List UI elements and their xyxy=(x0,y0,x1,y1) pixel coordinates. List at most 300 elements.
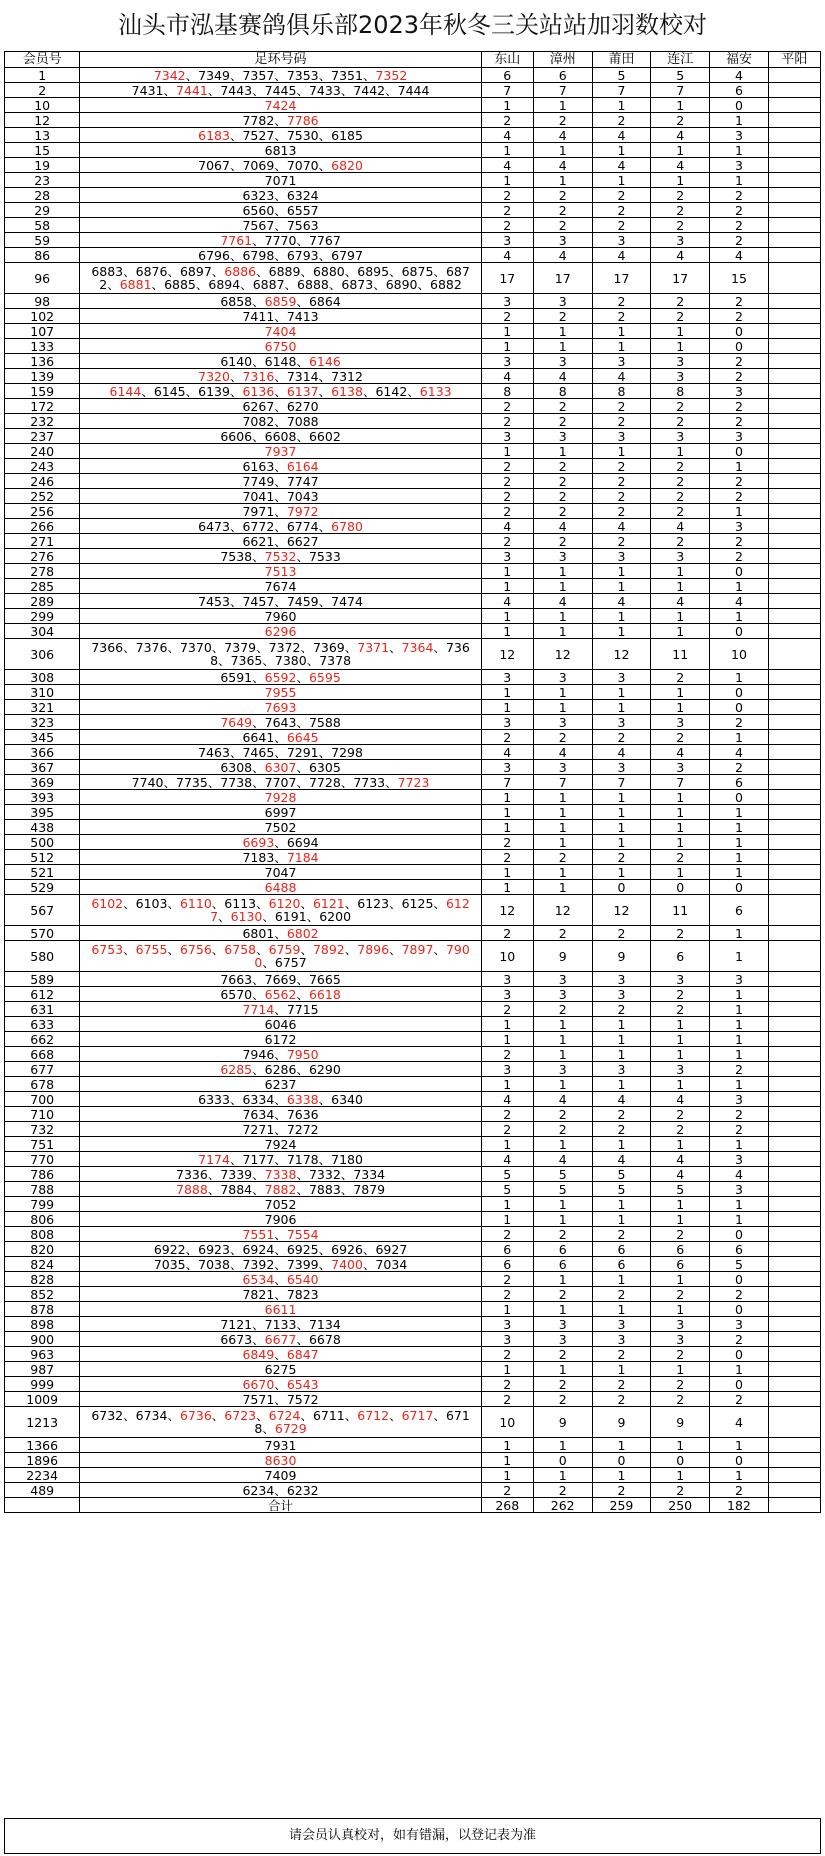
ring-number-flagged: 6543 xyxy=(286,1376,319,1392)
count-cell: 1 xyxy=(533,1468,592,1483)
ring-number: 7271 xyxy=(242,1121,275,1137)
count-cell: 6 xyxy=(481,68,533,83)
count-cell: 0 xyxy=(651,880,710,895)
count-cell: 3 xyxy=(592,715,651,730)
count-cell: 5 xyxy=(651,68,710,83)
ring-number: 6798 xyxy=(242,247,275,263)
ring-number-flagged: 7955 xyxy=(264,684,297,700)
ring-numbers: 6183、7527、7530、6185 xyxy=(80,128,481,143)
ring-number-flagged: 6146 xyxy=(308,353,341,369)
count-cell: 4 xyxy=(651,1152,710,1167)
member-id: 987 xyxy=(5,1362,80,1377)
count-cell-pingyang xyxy=(768,895,820,926)
ring-number-flagged: 7364 xyxy=(401,640,434,655)
count-cell: 2 xyxy=(481,474,533,489)
ring-number-flagged: 6724 xyxy=(268,1408,301,1423)
member-id: 999 xyxy=(5,1377,80,1392)
count-cell: 1 xyxy=(533,835,592,850)
count-cell: 0 xyxy=(710,1453,769,1468)
col-header-dongshan: 东山 xyxy=(481,52,533,68)
count-cell: 2 xyxy=(533,730,592,745)
count-cell-pingyang xyxy=(768,1062,820,1077)
count-cell: 1 xyxy=(651,1077,710,1092)
count-cell: 1 xyxy=(651,1212,710,1227)
count-cell-pingyang xyxy=(768,188,820,203)
table-row xyxy=(5,926,821,941)
ring-number-flagged: 7900 xyxy=(254,942,470,970)
count-cell: 2 xyxy=(533,113,592,128)
count-cell: 1 xyxy=(651,835,710,850)
count-cell: 2 xyxy=(481,835,533,850)
ring-numbers xyxy=(80,579,481,594)
member-id: 1213 xyxy=(5,1407,80,1438)
count-cell: 5 xyxy=(481,1182,533,1197)
count-cell: 4 xyxy=(592,594,651,609)
count-cell: 4 xyxy=(481,128,533,143)
count-cell: 3 xyxy=(592,987,651,1002)
count-cell: 1 xyxy=(592,1137,651,1152)
count-cell: 1 xyxy=(481,564,533,579)
table-row xyxy=(5,158,821,173)
count-cell: 5 xyxy=(592,68,651,83)
ring-number: 7669 xyxy=(264,971,297,987)
ring-number: 7183 xyxy=(242,849,275,865)
ring-number: 6858 xyxy=(220,293,253,309)
count-cell: 2 xyxy=(533,459,592,474)
count-cell: 2 xyxy=(651,504,710,519)
count-cell: 2 xyxy=(651,534,710,549)
member-id: 570 xyxy=(5,926,80,941)
count-cell: 1 xyxy=(710,1047,769,1062)
count-cell-pingyang xyxy=(768,534,820,549)
count-cell: 2 xyxy=(533,399,592,414)
count-cell: 1 xyxy=(710,820,769,835)
member-id: 107 xyxy=(5,324,80,339)
ring-number: 7332 xyxy=(308,1166,341,1182)
count-cell: 7 xyxy=(533,775,592,790)
count-cell: 1 xyxy=(592,1272,651,1287)
ring-numbers: 6267、6270 xyxy=(80,399,481,414)
count-cell: 4 xyxy=(481,594,533,609)
count-cell: 2 xyxy=(651,218,710,233)
count-cell-pingyang xyxy=(768,173,820,188)
count-cell: 4 xyxy=(651,1167,710,1182)
count-cell: 4 xyxy=(533,594,592,609)
ring-number: 6793 xyxy=(286,247,319,263)
count-cell: 2 xyxy=(592,1107,651,1122)
ring-number: 7035 xyxy=(153,1256,186,1272)
member-id: 232 xyxy=(5,414,80,429)
count-cell: 1 xyxy=(481,444,533,459)
count-cell: 1 xyxy=(481,790,533,805)
count-cell: 1 xyxy=(651,1017,710,1032)
count-cell: 2 xyxy=(651,294,710,309)
ring-number-flagged: 7424 xyxy=(264,97,297,113)
ring-number: 7530 xyxy=(286,127,319,143)
count-cell-pingyang xyxy=(768,444,820,459)
ring-numbers: 7453、7457、7459、7474 xyxy=(80,594,481,609)
ring-number: 6608 xyxy=(264,428,297,444)
count-cell: 4 xyxy=(710,594,769,609)
count-cell-pingyang xyxy=(768,339,820,354)
count-cell: 1 xyxy=(651,820,710,835)
ring-numbers xyxy=(80,1438,481,1453)
count-cell: 6 xyxy=(651,1257,710,1272)
count-cell: 2 xyxy=(710,1062,769,1077)
table-row xyxy=(5,248,821,263)
ring-number: 7740 xyxy=(131,774,164,790)
ring-number: 7747 xyxy=(286,473,319,489)
ring-numbers xyxy=(80,1032,481,1047)
count-cell: 1 xyxy=(651,1032,710,1047)
count-cell: 1 xyxy=(710,835,769,850)
ring-number: 7180 xyxy=(331,1151,363,1167)
count-cell: 1 xyxy=(481,624,533,639)
ring-numbers xyxy=(80,564,481,579)
ring-number: 6591 xyxy=(220,669,253,685)
ring-numbers: 6333、6334、6338、6340 xyxy=(80,1092,481,1107)
ring-number-flagged: 7174 xyxy=(198,1151,230,1167)
ring-number: 7134 xyxy=(308,1316,341,1332)
member-id: 252 xyxy=(5,489,80,504)
col-header-fuan: 福安 xyxy=(710,52,769,68)
ring-number-flagged: 6670 xyxy=(242,1376,275,1392)
count-cell: 2 xyxy=(651,670,710,685)
ring-numbers: 7551、7554 xyxy=(80,1227,481,1242)
count-cell: 2 xyxy=(710,399,769,414)
ring-number-flagged: 6595 xyxy=(308,669,341,685)
count-cell: 2 xyxy=(592,414,651,429)
count-cell: 0 xyxy=(710,685,769,700)
ring-number: 7372 xyxy=(268,640,301,655)
member-id: 963 xyxy=(5,1347,80,1362)
count-cell: 2 xyxy=(651,414,710,429)
count-cell-pingyang xyxy=(768,324,820,339)
table-row xyxy=(5,1302,821,1317)
count-cell: 4 xyxy=(481,745,533,760)
ring-number: 7538 xyxy=(220,548,253,564)
ring-number-flagged: 6130 xyxy=(230,909,263,924)
count-cell: 8 xyxy=(592,384,651,399)
ring-number: 7431 xyxy=(131,82,164,98)
member-id: 878 xyxy=(5,1302,80,1317)
table-row xyxy=(5,519,821,534)
count-cell: 2 xyxy=(481,1107,533,1122)
count-cell: 1 xyxy=(481,1468,533,1483)
count-cell: 0 xyxy=(592,880,651,895)
ring-number: 7707 xyxy=(264,774,297,790)
ring-number-flagged: 6820 xyxy=(331,157,363,173)
member-id: 139 xyxy=(5,369,80,384)
count-cell-pingyang xyxy=(768,805,820,820)
count-cell: 2 xyxy=(592,730,651,745)
count-cell-pingyang xyxy=(768,1212,820,1227)
count-cell: 3 xyxy=(592,760,651,775)
count-cell: 3 xyxy=(710,1092,769,1107)
ring-number: 7906 xyxy=(264,1211,297,1227)
count-cell: 2 xyxy=(481,850,533,865)
member-id: 393 xyxy=(5,790,80,805)
count-cell: 4 xyxy=(533,519,592,534)
ring-numbers xyxy=(80,98,481,113)
count-cell-pingyang xyxy=(768,1077,820,1092)
count-cell-pingyang xyxy=(768,1182,820,1197)
member-id: 299 xyxy=(5,609,80,624)
count-cell: 2 xyxy=(710,1122,769,1137)
count-cell: 1 xyxy=(710,926,769,941)
count-cell-pingyang xyxy=(768,218,820,233)
count-cell: 1 xyxy=(533,700,592,715)
count-cell: 2 xyxy=(651,1287,710,1302)
count-cell: 12 xyxy=(533,639,592,670)
member-id: 828 xyxy=(5,1272,80,1287)
count-cell: 3 xyxy=(710,519,769,534)
member-id: 276 xyxy=(5,549,80,564)
count-cell: 7 xyxy=(481,775,533,790)
count-cell-pingyang xyxy=(768,83,820,98)
count-cell: 2 xyxy=(533,534,592,549)
ring-number: 7443 xyxy=(220,82,253,98)
ring-number: 6801 xyxy=(242,925,275,941)
count-cell: 3 xyxy=(481,987,533,1002)
member-id: 395 xyxy=(5,805,80,820)
count-cell-pingyang xyxy=(768,745,820,760)
ring-numbers: 7888、7884、7882、7883、7879 xyxy=(80,1182,481,1197)
member-id: 512 xyxy=(5,850,80,865)
count-cell: 2 xyxy=(651,1107,710,1122)
ring-number: 7334 xyxy=(353,1166,386,1182)
ring-number-flagged: 6847 xyxy=(286,1346,319,1362)
ring-number: 7821 xyxy=(242,1286,275,1302)
count-cell-pingyang xyxy=(768,1257,820,1272)
ring-number: 7411 xyxy=(242,308,275,324)
ring-number-flagged: 7316 xyxy=(242,368,275,384)
total-cell: 182 xyxy=(710,1498,769,1513)
member-id: 102 xyxy=(5,309,80,324)
count-cell-pingyang xyxy=(768,1137,820,1152)
count-cell: 1 xyxy=(651,173,710,188)
count-cell: 1 xyxy=(651,1197,710,1212)
ring-numbers: 6308、6307、6305 xyxy=(80,760,481,775)
table-row xyxy=(5,564,821,579)
count-cell: 1 xyxy=(533,98,592,113)
ring-number: 7931 xyxy=(264,1437,297,1453)
ring-numbers xyxy=(80,1468,481,1483)
ring-number-flagged: 7896 xyxy=(357,942,390,957)
count-cell: 1 xyxy=(710,987,769,1002)
table-row xyxy=(5,113,821,128)
table-row xyxy=(5,68,821,83)
ring-number: 7879 xyxy=(353,1181,386,1197)
count-cell: 1 xyxy=(533,1212,592,1227)
ring-number: 7883 xyxy=(308,1181,341,1197)
ring-number: 7459 xyxy=(286,593,319,609)
count-cell: 1 xyxy=(481,700,533,715)
count-cell: 3 xyxy=(592,1332,651,1347)
ring-number-flagged: 6102 xyxy=(91,896,124,911)
count-cell: 0 xyxy=(710,444,769,459)
ring-number: 7946 xyxy=(242,1046,275,1062)
ring-number: 6734 xyxy=(135,1408,168,1423)
table-row xyxy=(5,1062,821,1077)
count-cell: 1 xyxy=(710,1362,769,1377)
count-cell: 0 xyxy=(592,1453,651,1468)
count-cell: 1 xyxy=(651,1272,710,1287)
col-header-putian: 莆田 xyxy=(592,52,651,68)
ring-number: 6270 xyxy=(286,398,319,414)
ring-number-flagged: 6712 xyxy=(357,1408,390,1423)
count-cell: 1 xyxy=(710,1212,769,1227)
count-cell: 3 xyxy=(481,715,533,730)
ring-number: 6142 xyxy=(375,383,408,399)
ring-number: 6172 xyxy=(264,1031,297,1047)
total-cell: 259 xyxy=(592,1498,651,1513)
ring-numbers: 7946、7950 xyxy=(80,1047,481,1062)
count-cell: 6 xyxy=(592,1257,651,1272)
count-cell: 3 xyxy=(651,1332,710,1347)
ring-numbers xyxy=(80,1212,481,1227)
count-cell: 10 xyxy=(481,1407,533,1438)
table-row xyxy=(5,987,821,1002)
footer-note: 请会员认真校对，如有错漏，以登记表为准 xyxy=(4,1818,821,1854)
ring-number: 7453 xyxy=(198,593,230,609)
count-cell: 1 xyxy=(651,685,710,700)
ring-numbers: 7320、7316、7314、7312 xyxy=(80,369,481,384)
table-row xyxy=(5,339,821,354)
ring-numbers: 6234、6232 xyxy=(80,1483,481,1498)
table-row xyxy=(5,865,821,880)
ring-number-flagged: 6592 xyxy=(264,669,297,685)
member-id: 2 xyxy=(5,83,80,98)
ring-number: 6267 xyxy=(242,398,275,414)
ring-numbers: 7538、7532、7533 xyxy=(80,549,481,564)
count-cell-pingyang xyxy=(768,1407,820,1438)
ring-numbers: 7971、7972 xyxy=(80,504,481,519)
count-cell-pingyang xyxy=(768,1453,820,1468)
table-row xyxy=(5,354,821,369)
count-cell: 6 xyxy=(592,1242,651,1257)
table-row xyxy=(5,820,821,835)
count-cell: 2 xyxy=(533,1483,592,1498)
ring-number-flagged: 6645 xyxy=(286,729,319,745)
count-cell-pingyang xyxy=(768,1317,820,1332)
count-cell: 4 xyxy=(533,1092,592,1107)
count-cell: 0 xyxy=(710,324,769,339)
ring-number-flagged: 6183 xyxy=(198,127,230,143)
count-cell-pingyang xyxy=(768,549,820,564)
count-cell: 1 xyxy=(710,1017,769,1032)
member-id: 1 xyxy=(5,68,80,83)
count-cell: 3 xyxy=(651,369,710,384)
count-cell: 1 xyxy=(481,1017,533,1032)
count-cell: 2 xyxy=(592,489,651,504)
count-cell: 2 xyxy=(651,1227,710,1242)
ring-number: 6797 xyxy=(331,247,363,263)
ring-number-flagged: 6120 xyxy=(268,896,301,911)
ring-number: 7527 xyxy=(242,127,275,143)
ring-number: 7351 xyxy=(331,67,363,83)
ring-number: 6340 xyxy=(331,1091,363,1107)
ring-numbers: 7082、7088 xyxy=(80,414,481,429)
ring-number: 7738 xyxy=(220,774,253,790)
count-cell: 1 xyxy=(592,1212,651,1227)
ring-number: 7715 xyxy=(286,1001,319,1017)
count-cell: 1 xyxy=(592,173,651,188)
ring-number-flagged: 7693 xyxy=(264,699,297,715)
ring-number: 6237 xyxy=(264,1076,297,1092)
member-id: 285 xyxy=(5,579,80,594)
ring-number: 7663 xyxy=(220,971,253,987)
ring-number: 6125 xyxy=(401,896,434,911)
count-cell: 4 xyxy=(481,1152,533,1167)
ring-numbers: 6570、6562、6618 xyxy=(80,987,481,1002)
count-cell: 4 xyxy=(481,369,533,384)
count-cell: 1 xyxy=(710,1197,769,1212)
count-cell: 2 xyxy=(481,459,533,474)
ring-number: 7634 xyxy=(242,1106,275,1122)
member-id: 12 xyxy=(5,113,80,128)
count-cell: 0 xyxy=(710,790,769,805)
table-row xyxy=(5,549,821,564)
count-cell-pingyang xyxy=(768,263,820,294)
ring-number: 7971 xyxy=(242,503,275,519)
member-id: 369 xyxy=(5,775,80,790)
table-row xyxy=(5,1017,821,1032)
count-cell: 2 xyxy=(481,309,533,324)
ring-numbers: 6163、6164 xyxy=(80,459,481,474)
count-cell: 1 xyxy=(481,339,533,354)
ring-number-flagged: 7714 xyxy=(242,1001,275,1017)
count-cell: 3 xyxy=(533,354,592,369)
count-cell: 1 xyxy=(710,670,769,685)
total-row xyxy=(5,1498,821,1513)
count-cell: 6 xyxy=(710,1242,769,1257)
count-cell: 9 xyxy=(533,941,592,972)
ring-number-flagged: 7888 xyxy=(176,1181,208,1197)
ring-number: 6046 xyxy=(264,1016,297,1032)
member-id: 19 xyxy=(5,158,80,173)
total-cell-pingyang xyxy=(768,1498,820,1513)
member-id: 28 xyxy=(5,188,80,203)
count-cell: 1 xyxy=(592,805,651,820)
ring-number: 6873 xyxy=(341,277,374,292)
member-id: 304 xyxy=(5,624,80,639)
ring-number: 6732 xyxy=(91,1408,124,1423)
ring-number: 7298 xyxy=(331,744,363,760)
count-cell: 1 xyxy=(592,865,651,880)
count-cell: 2 xyxy=(481,113,533,128)
ring-number: 6885 xyxy=(164,277,196,292)
count-cell: 1 xyxy=(710,459,769,474)
table-row xyxy=(5,1362,821,1377)
count-cell: 1 xyxy=(481,1212,533,1227)
count-cell: 3 xyxy=(481,760,533,775)
count-cell: 1 xyxy=(710,1468,769,1483)
count-cell-pingyang xyxy=(768,926,820,941)
member-id: 271 xyxy=(5,534,80,549)
count-cell: 3 xyxy=(651,233,710,248)
table-row xyxy=(5,1347,821,1362)
table-row xyxy=(5,880,821,895)
member-id: 677 xyxy=(5,1062,80,1077)
member-id: 246 xyxy=(5,474,80,489)
ring-number-flagged: 6121 xyxy=(312,896,345,911)
member-id: 806 xyxy=(5,1212,80,1227)
ring-number: 7178 xyxy=(286,1151,319,1167)
count-cell: 4 xyxy=(651,128,710,143)
count-cell: 1 xyxy=(533,1137,592,1152)
ring-number: 7674 xyxy=(264,578,297,594)
